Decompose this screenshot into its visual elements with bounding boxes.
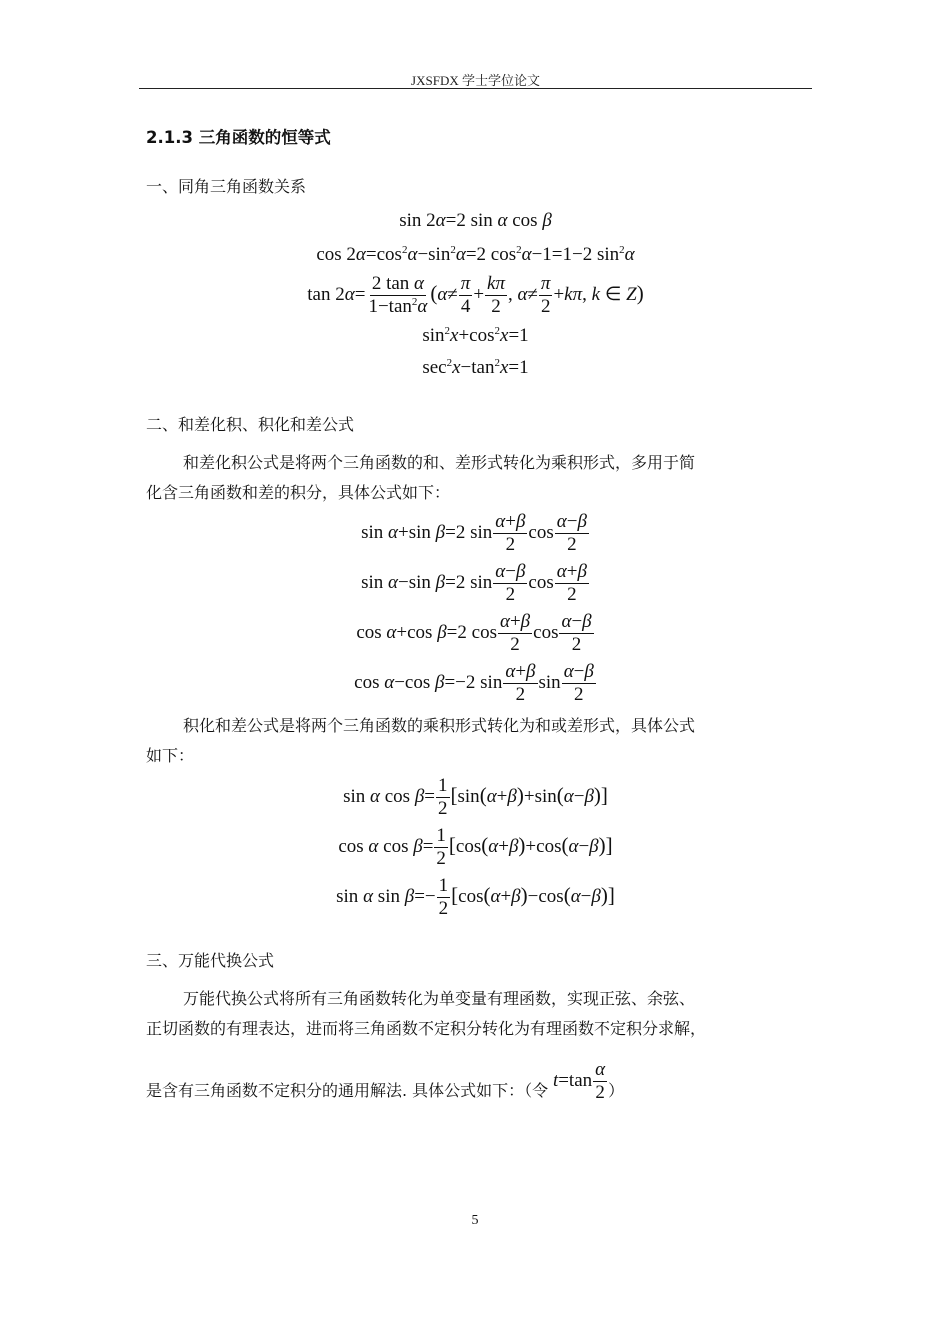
equation-cos-double: $\cos 2\alpha=\cos^2\alpha-\sin^2\alpha=2$ $\cos^2\alpha-1=1-2$ $\sin^2\alpha$ [316, 244, 635, 265]
page-number: 5 [471, 1213, 479, 1228]
header-rule [139, 88, 812, 89]
part3-title: 三、万能代换公式 [146, 951, 275, 970]
equation-product-sin-cos: sin α cos β= $\frac{1}{2}$ [sin(α+β)+sin(α−β)] [343, 775, 608, 819]
equation-pythagorean: $\sin^2x+\cos^2x=1$ [422, 325, 529, 346]
equation-tan-double: tan 2α= $\frac{\text{2 tan α}}{1-\tan^2\alpha}$ (α≠ $\frac{\pi}{4}$ + $\frac{k\pi}{2}$ , α≠ $\frac{\pi}{2}$ +kπ, k ∈ Z) [307, 273, 644, 317]
part1-title: 一、同角三角函数关系 [146, 177, 307, 196]
equation-diff-cos: cos α−cos β=−2 sin $\frac{\alpha+\beta}{2}$ sin $\frac{\alpha-\beta}{2}$ [354, 661, 594, 705]
part2-para1-line2: 化含三角函数和差的积分，具体公式如下： [146, 483, 451, 502]
part2-para1-line1: 和差化积公式是将两个三角函数的和、差形式转化为乘积形式，多用于简 [183, 453, 696, 472]
part3-para-close: ） [608, 1080, 625, 1100]
part3-para-line3-text: 是含有三角函数不定积分的通用解法. 具体公式如下：（令 [146, 1080, 549, 1100]
equation-sec-tan: $\sec^2x-\tan^2x=1$ [422, 357, 529, 378]
equation-product-cos-cos: cos α cos β= $\frac{1}{2}$ [cos(α+β)+cos(α−β)] [338, 825, 613, 869]
part2-para2-line2: 如下： [146, 746, 195, 765]
substitution-formula: t=tan $\frac{\alpha}{2}$ [552, 1059, 606, 1103]
section-title: 2.1.3 三角函数的恒等式 [146, 128, 331, 147]
equation-diff-sin: sin α−sin β=2 sin $\frac{\alpha-\beta}{2}$ cos $\frac{\alpha+\beta}{2}$ [361, 561, 587, 605]
part2-title: 二、和差化积、积化和差公式 [146, 415, 355, 434]
part3-para-line3 [146, 1059, 625, 1113]
part2-para2-line1: 积化和差公式是将两个三角函数的乘积形式转化为和或差形式，具体公式 [183, 716, 696, 735]
equation-sum-sin: sin α+sin β=2 sin $\frac{\alpha+\beta}{2}$ cos $\frac{\alpha-\beta}{2}$ [361, 511, 587, 555]
equation-sum-cos: cos α+cos β=2 cos $\frac{\alpha+\beta}{2}$ cos $\frac{\alpha-\beta}{2}$ [356, 611, 592, 655]
page-header: JXSFDX 学士学位论文 [411, 73, 540, 88]
part3-para-line1: 万能代换公式将所有三角函数转化为单变量有理函数，实现正弦、余弦、 [183, 989, 696, 1008]
equation-product-sin-sin: sin α sin β=− $\frac{1}{2}$ [cos(α+β)−cos(α−β)] [336, 875, 615, 919]
equation-sin-double: sin 2α=2 sin α cos β [399, 210, 552, 231]
part3-para-line2: 正切函数的有理表达，进而将三角函数不定积分转化为有理函数不定积分求解， [146, 1019, 707, 1038]
part3-paragraph [146, 984, 818, 1044]
part2-paragraph-2 [146, 711, 818, 771]
part2-paragraph-1 [146, 448, 818, 508]
